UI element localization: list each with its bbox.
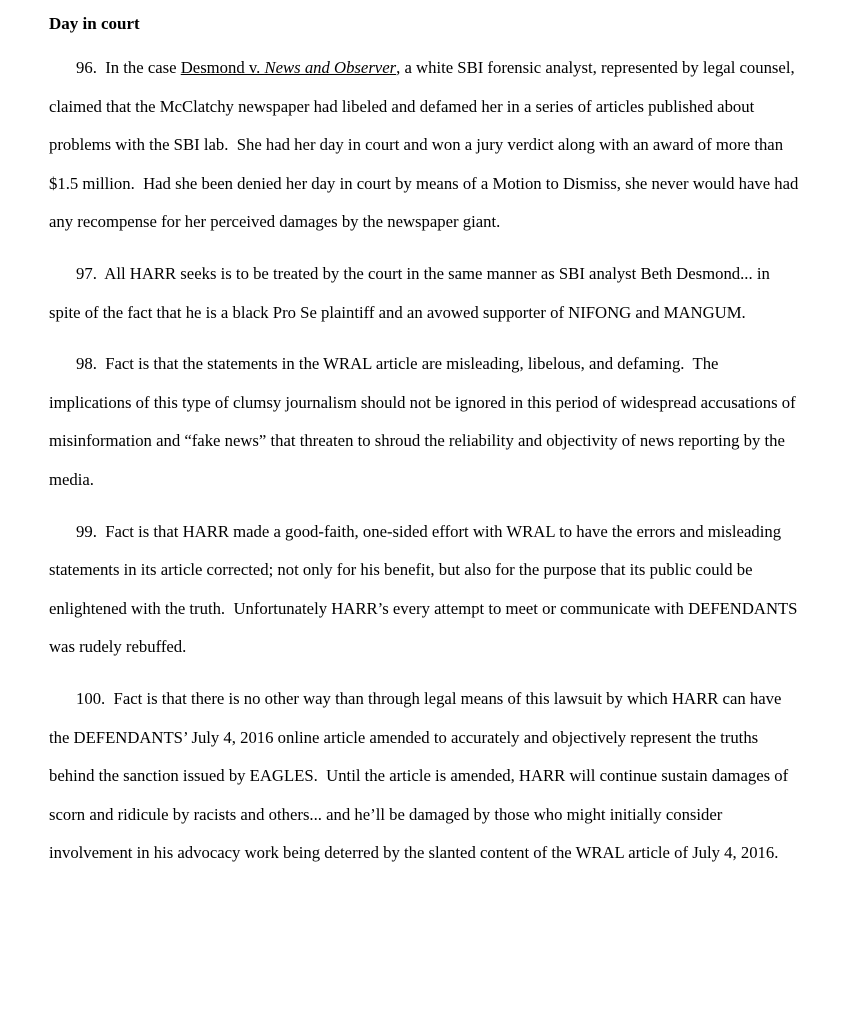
paragraph-96-text-rest: , a white SBI forensic analyst, represented by legal counsel, claimed that the McClatchy newspaper had libeled and defamed her in a series of articles published about problems with the SBI lab. She had her day in court and won a jury verdict along with an award of more than $1.5 million. Had she been denied her day in court by means of a Motion to Dismiss, she never would have had any recompense for her perceived damages by the newspaper giant. — [49, 58, 803, 232]
case-citation-party-names: Desmond v. — [180, 58, 265, 77]
section-heading: Day in court — [49, 14, 140, 33]
paragraph-100: 100. Fact is that there is no other way than through legal means of this lawsuit by which HARR can have the DEFENDANTS’ July 4, 2016 online article amended to accurately and objectively represent the truths behind the sanction issued by EAGLES. Until the article is amended, HARR will continue sustain damages of scorn and ridicule by racists and others... and he’ll be damaged by those who might initially consider involvement in his advocacy work being deterred by the slanted content of the WRAL article of July 4, 2016. — [49, 688, 793, 863]
paragraph-96 — [49, 49, 803, 242]
paragraph-99: 99. Fact is that HARR made a good-faith, one-sided effort with WRAL to have the errors and misleading statements in its article corrected; not only for his benefit, but also for the purpose that its public could be enlightened with the truth. Unfortunately HARR’s every attempt to meet or communicate with DEFENDANTS was rudely rebuffed. — [49, 521, 802, 657]
case-citation-publication-name: News and Observer — [264, 58, 397, 77]
paragraph-97: 97. All HARR seeks is to be treated by the court in the same manner as SBI analyst Beth Desmond... in spite of the fact that he is a black Pro Se plaintiff and an avowed supporter of NIFONG and MANGUM. — [49, 263, 774, 322]
paragraph-96-text-start: 96. In the case — [76, 58, 181, 77]
paragraph-98: 98. Fact is that the statements in the WRAL article are misleading, libelous, and defaming. The implications of this type of clumsy journalism should not be ignored in this period of widespread accusations of misinformation and “fake news” that threaten to shroud the reliability and objectivity of news reporting by the media. — [49, 354, 800, 489]
